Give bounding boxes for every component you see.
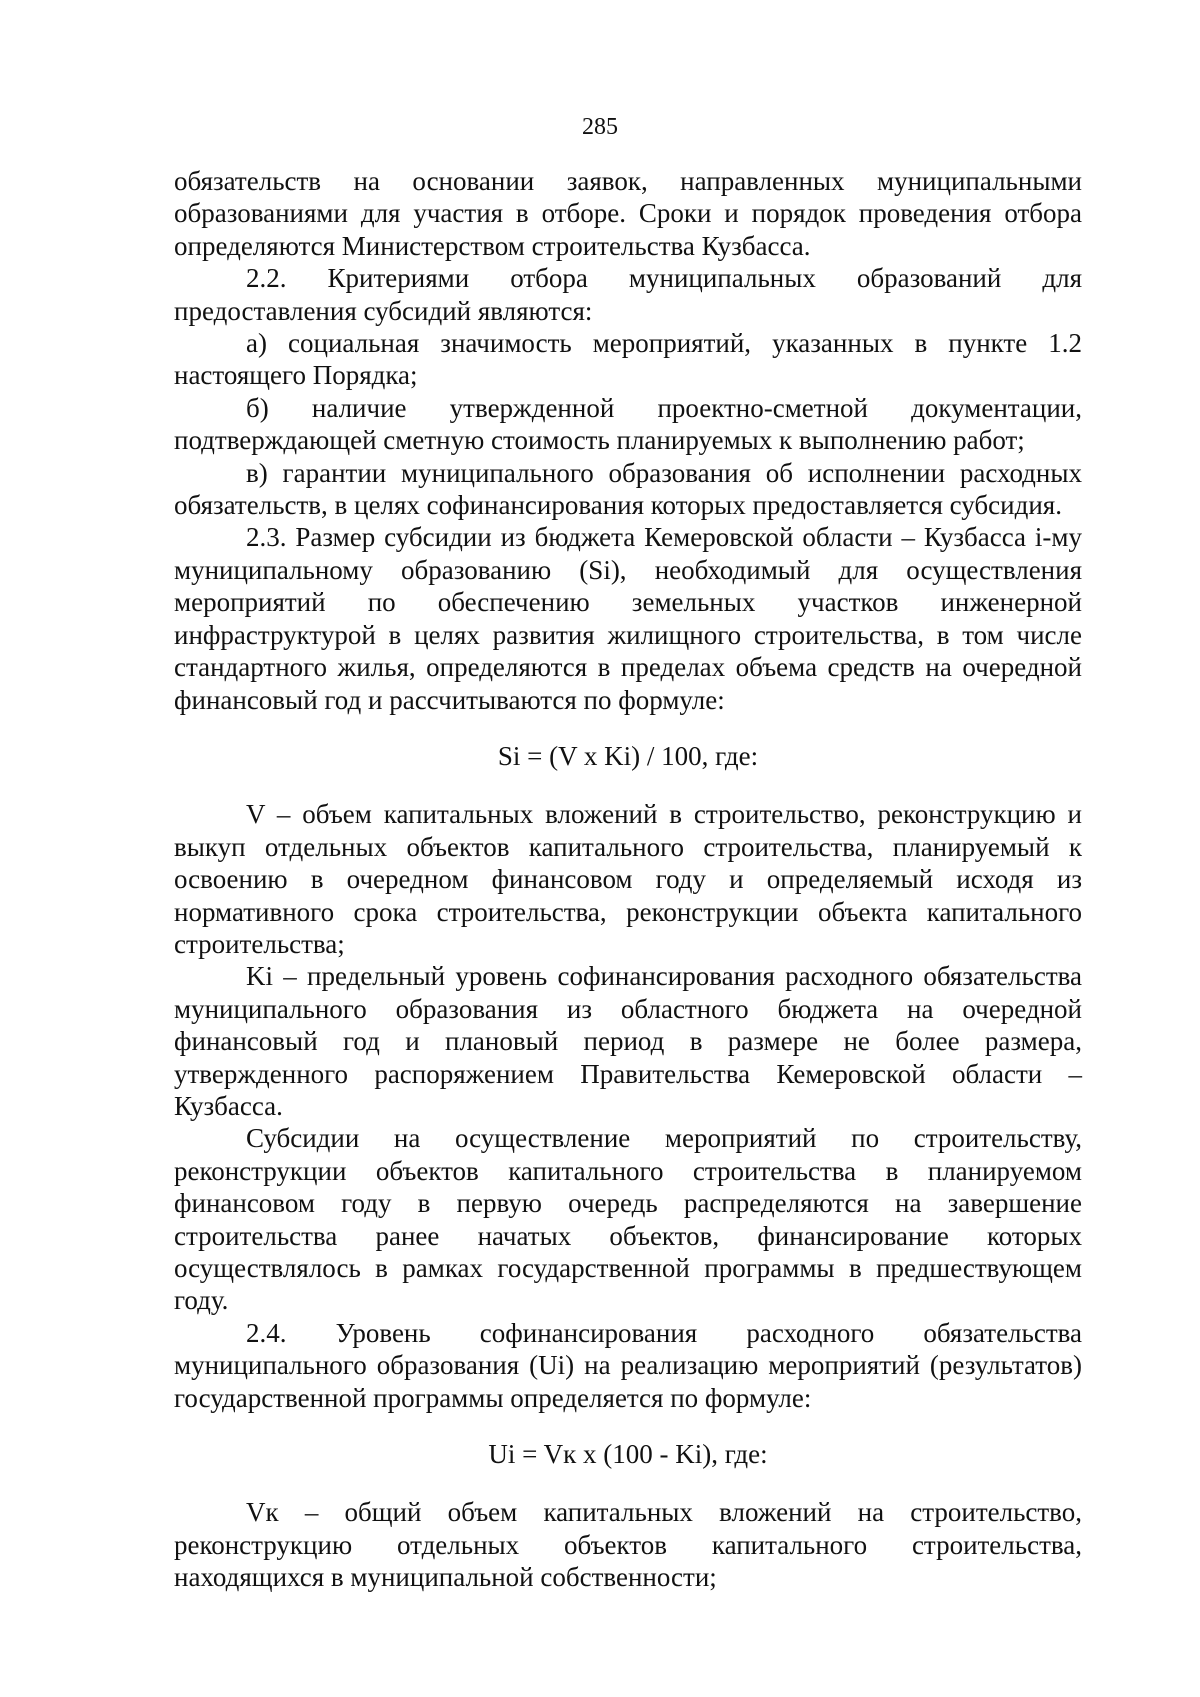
- paragraph-continuation: обязательств на основании заявок, направленных муниципальными образованиями для участия в отборе. Сроки и порядок проведения отбора определяются Министерством строительства Кузбасса.: [174, 166, 1082, 261]
- page-number: 285: [582, 114, 618, 140]
- criterion-c: в) гарантии муниципального образования об исполнении расходных обязательств, в целях софинансирования которых предоставляется субсидия.: [174, 457, 1082, 521]
- formula-ui: Ui = Vк x (100 - Ki), где:: [488, 1439, 768, 1470]
- criterion-b: б) наличие утвержденной проектно-сметной документации, подтверждающей сметную стоимость планируемых к выполнению работ;: [174, 392, 1082, 456]
- paragraph-2-3: 2.3. Размер субсидии из бюджета Кемеровской области – Кузбасса i-му муниципальному образованию (Si), необходимый для осуществления мероприятий по обеспечению земельных участков инженерной инфраструктурой в целях развития жилищного строительства, в том числе стандартного жилья, определяются в пределах объема средств на очередной финансовый год и рассчитываются по формуле:: [174, 522, 1082, 715]
- paragraph-2-2: 2.2. Критериями отбора муниципальных образований для предоставления субсидий являются:: [174, 263, 1082, 326]
- criterion-a: а) социальная значимость мероприятий, указанных в пункте 1.2 настоящего Порядка;: [174, 328, 1082, 391]
- definition-ki: Ki – предельный уровень софинансирования расходного обязательства муниципального образования из областного бюджета на очередной финансовый год и плановый период в размере не более размера, утвержденного распоряжением Правительства Кемеровской области – Кузбасса.: [174, 961, 1082, 1121]
- document-body: [174, 165, 1082, 1594]
- formula-si: Si = (V x Ki) / 100, где:: [497, 740, 759, 771]
- definition-vk: Vк – общий объем капитальных вложений на строительство, реконструкцию отдельных объектов капитального строительства, находящихся в муниципальной собственности;: [174, 1497, 1082, 1593]
- paragraph-subsidies: Субсидии на осуществление мероприятий по строительству, реконструкции объектов капитального строительства в планируемом финансовом году в первую очередь распределяются на завершение строительства ранее начатых объектов, финансирование которых осуществлялось в рамках государственной программы в предшествующем году.: [174, 1123, 1082, 1316]
- paragraph-2-4: 2.4. Уровень софинансирования расходного обязательства муниципального образования (Ui) на реализацию мероприятий (результатов) государственной программы определяется по формуле:: [174, 1317, 1082, 1413]
- definition-v: V – объем капитальных вложений в строительство, реконструкцию и выкуп отдельных объектов капитального строительства, планируемый к освоению в очередном финансовом году и определяемый исходя из нормативного срока строительства, реконструкции объекта капитального строительства;: [174, 799, 1082, 959]
